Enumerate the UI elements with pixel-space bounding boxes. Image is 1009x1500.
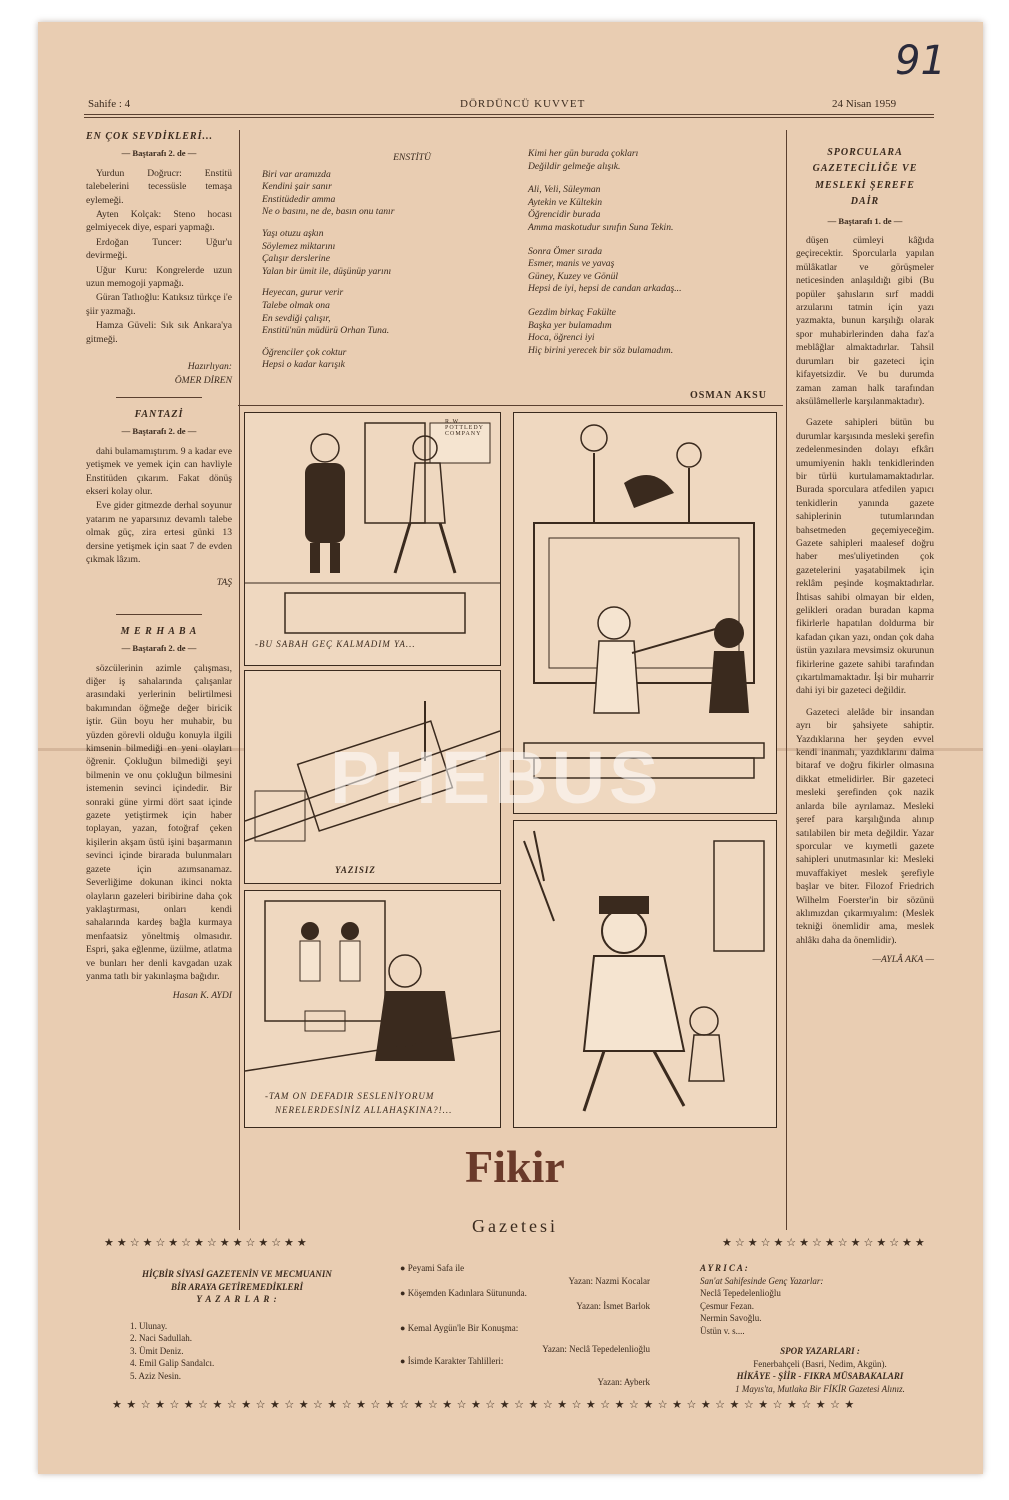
poem-line: Hoca, öğrenci iyi xyxy=(528,332,595,344)
feature-author: Yazan: İsmet Barlok xyxy=(576,1300,650,1311)
poem-line: Söylemez miktarını xyxy=(262,240,336,252)
poem-line: Ali, Veli, Süleyman xyxy=(528,184,601,196)
cartoon-panel-street xyxy=(513,820,777,1128)
writer-item: 4. Emil Galip Sandalcı. xyxy=(130,1358,215,1368)
paragraph: Erdoğan Tuncer: Uğur'u devirmeği. xyxy=(86,236,232,262)
continued-note: — Baştarafı 2. de — xyxy=(121,148,197,159)
newspaper-name: DÖRDÜNCÜ KUVVET xyxy=(460,98,586,110)
poem-line: Enstitüdedir amma xyxy=(262,193,336,205)
ad-heading: BİR ARAYA GETİREMEDİKLERİ xyxy=(170,1281,304,1292)
may-line: 1 Mayıs'ta, Mutlaka Bir FİKİR Gazetesi Alınız. xyxy=(735,1383,905,1394)
header-rule xyxy=(84,114,934,115)
poem-right xyxy=(528,148,778,357)
continued-note: — Baştarafı 1. de — xyxy=(827,215,903,226)
header-rule-2 xyxy=(84,117,934,118)
cartoon-caption: NERELERDESİNİZ ALLAHAŞKINA?!... xyxy=(275,1105,453,1115)
separator xyxy=(116,614,202,615)
poem-line: Hepsi de iyi, hepsi de candan arkadaş... xyxy=(528,283,682,295)
fikir-logo-subtitle: Gazetesi xyxy=(472,1216,558,1236)
poem-line: Talebe olmak ona xyxy=(262,299,330,311)
poem-line: Yaşı otuzu aşkın xyxy=(262,227,324,239)
poem-line: Enstitü'nün müdürü Orhan Tuna. xyxy=(262,325,390,337)
poem-line: Amma maskotudur sınıfın Suna Tekin. xyxy=(528,221,674,233)
poem-line: Heyecan, gurur verir xyxy=(262,287,344,299)
writer-item: 5. Aziz Nesin. xyxy=(130,1370,181,1381)
poem-line: Başka yer bulamadım xyxy=(528,319,612,331)
byline-label: Hazırlıyan: xyxy=(187,361,232,373)
extra-name: Neclâ Tepedelenlioğlu xyxy=(700,1288,781,1298)
article-title: DAİR xyxy=(850,196,880,208)
paragraph: Eve gider gitmezde derhal soyunur yatarım ne yaparsınız devamlı talebe olmak güç, zira ertesi günki 13 dersine yetişmek için saat 7 de evden çıkmak lâzım. xyxy=(86,500,232,565)
ad-features: ● Peyami Safa ile Yazan: Nazmi Kocalar ● Köşemden Kadınlara Sütununda. Yazan: İsmet Barlok ● Kemal Aygün'le Bir Konuşma: Yazan: Neclâ Tepedelenlioğlu ● İsimde Karakter Tahlilleri: Yazan: Ayberk xyxy=(400,1263,650,1387)
feature-item: Peyami Safa ile xyxy=(407,1263,465,1273)
feature-item: Kemal Aygün'le Bir Konuşma: xyxy=(407,1323,519,1333)
writer-item: 1. Ulunay. xyxy=(130,1320,168,1331)
door-sign: R.W. POTTLEDY COMPANY xyxy=(445,419,484,437)
poem-line: Esmer, manis ve yavaş xyxy=(528,258,615,270)
paragraph: Uğur Kuru: Kongrelerde uzun uzun memogoji yapmağı. xyxy=(86,264,232,290)
cartoon-caption: YAZISIZ xyxy=(335,865,376,875)
article-title: SPORCULARA xyxy=(827,147,903,158)
poem-line: Biri var aramızda xyxy=(262,168,331,180)
paragraph: Ayten Kolçak: Steno hocası gelmiyecek diye, espari yapmağı. xyxy=(86,209,232,234)
paragraph: Gazeteci alelâde bir insandan ayrı bir şahsiyete sahiptir. Yazdıklarına her şeyden evvel kendi inanmalı, yazdıklarını daima bitaraf ve doğru fikirler olmasına dikkat etmelidirler. Bir gazeteci mesleki şerefinden çok nazik anlarda bile ayrılamaz. Mesleki şeref para karşılığında alınıp satılabilen bir meta değildir. Yazar sporcular ve kıymetli gazete sahipleri unutmasınlar ki: Mesleki muvaffakiyet meslek şerefiyle başlar ve biter. Filozof Friedrich Wilhelm Foerster'in bir sözünü aklımızdan çıkarmıyalım: (Meslek tekniği önemlidir ama, meslek ahlâkı daha da önemlidir). xyxy=(796,706,934,946)
poem-line: Öğrencidir burada xyxy=(528,209,601,221)
column-rule xyxy=(786,130,787,1230)
street-illustration xyxy=(514,821,776,1127)
cartoon-panel-newsroom xyxy=(244,890,501,1128)
star-border: ★★☆★☆★☆★☆★★☆★☆★★ xyxy=(104,1237,310,1249)
cartoon-panel-office xyxy=(244,412,501,666)
extra-name: Çesmur Fezan. xyxy=(700,1300,754,1311)
poem-author: OSMAN AKSU xyxy=(690,390,767,401)
paragraph: Gazete sahipleri bütün bu durumlar karşısında mesleki şerefin zedelenmesinden dolayı efkârı umumiyenin haklı tenkidlerinden bir türlü kurtulamamaktadırlar. Burada sporculara atfedilen yapıcı tenkidlerin yanında gazete sahiplerinin tutumlarından bahsetmeden geçemiyeceğim. Gazete sahipleri maalesef doğru haber mes'uliyetinden çok gazetelerini yaşatabilmek için reklâm peşinde koşmaktadırlar. İhtisas sahibi olmayan bir elden, gelikleri oradan buradan kapma fikirlerle hapatılan doldurma bir kafadan çıkan yazı, ondan çok daha üstün yazılara mevsimsiz okurunun fikirlerine gazete sahibi tarafından çıkartılmamaktadır. İşi bir muharrir dahi iyi bir gazeteci değildir. xyxy=(796,417,934,697)
extra-name: Üstün v. s.... xyxy=(700,1325,745,1336)
poem-line: Yalan bir ümit ile, düşünüp yarını xyxy=(262,265,392,277)
article-title: GAZETECİLİĞE VE xyxy=(812,163,918,175)
separator xyxy=(116,397,202,398)
paragraph: dahi bulamamıştırım. 9 a kadar eve yetişmek ve yemek için can havliyle Enstitüden çıkarım. Fakat dönüş ekseri kolay olur. xyxy=(86,445,232,497)
article-title: M E R H A B A xyxy=(120,625,198,637)
paragraph: Hamza Güveli: Sık sık Ankara'ya gitmeği. xyxy=(86,320,232,345)
sport-writers: Fenerbahçeli (Basri, Nedim, Akgün). xyxy=(753,1358,887,1369)
right-column xyxy=(796,146,934,967)
article-title: FANTAZİ xyxy=(134,408,184,420)
rule xyxy=(238,405,783,406)
poem-line: Çalışır derslerine xyxy=(262,253,330,265)
continued-note: — Baştarafı 2. de — xyxy=(121,643,197,654)
paragraph: Güran Tatlıoğlu: Katıksız türkçe i'e şiir yazmağı. xyxy=(86,292,232,317)
poem-line: Aytekin ve Kültekin xyxy=(528,196,603,208)
article-title: EN ÇOK SEVDİKLERİ... xyxy=(86,131,213,142)
feature-author: Yazan: Neclâ Tepedelenlioğlu xyxy=(542,1343,650,1354)
star-border-bottom: ★★☆★☆★☆★☆★☆★☆★☆★☆★☆★☆★☆★☆★☆★☆★☆★☆★☆★☆★☆★☆★☆★☆★☆★☆★☆★ xyxy=(112,1399,859,1411)
ad-heading: Y A Z A R L A R : xyxy=(196,1294,278,1304)
writer-item: 3. Ümit Deniz. xyxy=(130,1345,184,1356)
poem-line: Öğrenciler çok coktur xyxy=(262,346,347,358)
ad-writers xyxy=(92,1268,382,1382)
poem-line: Hiç birini yerecek bir söz bulamadım. xyxy=(528,344,674,356)
watermark: PHEBUS xyxy=(330,736,663,819)
byline: —AYLÂ AKA — xyxy=(872,954,934,966)
page-number: Sahife : 4 xyxy=(88,98,131,110)
poem-line: En sevdiği çalışır, xyxy=(262,312,331,324)
poem-title: ENSTİTÜ xyxy=(393,152,431,163)
cartoon-caption: -TAM ON DEFADIR SESLENİYORUM xyxy=(265,1091,435,1101)
poem-line: Hepsi o kadar karışık xyxy=(262,359,345,371)
star-border: ★☆★☆★☆★☆★☆★☆★☆★★ xyxy=(722,1237,928,1249)
feature-author: Yazan: Nazmi Kocalar xyxy=(568,1275,650,1286)
poem-left xyxy=(262,152,522,372)
poem-line: Güney, Kuzey ve Gönül xyxy=(528,270,619,282)
poem-line: Kendini şair sanır xyxy=(262,181,332,193)
issue-date: 24 Nisan 1959 xyxy=(832,98,897,110)
poem-line: Sonra Ömer sırada xyxy=(528,245,603,257)
paragraph: sözcülerinin azimle çalışması, diğer iş sahalarında çalışanlar arasındaki yerlerinin belirtilmesi bakımından öğmeğe değer biricik iştir. Gün boyu her muhabir, bu yüzden görevli olduğu konuyla ilgili kimsenin bilmediği en yeni olayları öğrenir. Çokluğun bilmediği şeyi bilmenin ve onu çokluğun bilmesini istemenin sevinci içindedir. Bir sonraki güne yirmi dört saat içinde gazete yetiştirmek için haber toplayan, yazan, fotoğraf çeken kişilerin akşam üstü işini başarmanın sevinci içinde birarada bulunmaları gazete için azımsanamaz. Severliğime dokunan ikinci nokta olayların gazeleri biribirine daha çok yaklaştırması, onları kendi sahalarında kardeş bağla kurmaya menfaatsiz yöneltmiş olmasıdır. Espri, şaka eğlenme, üzülme, atlatma ve bunları her denli kavgadan uzak yanma tatlı bir yakınlaşma bağıdır. xyxy=(86,662,232,982)
feature-item: Köşemden Kadınlara Sütununda. xyxy=(407,1288,527,1298)
feature-item: İsimde Karakter Tahlilleri: xyxy=(407,1356,504,1366)
writer-item: 2. Naci Sadullah. xyxy=(130,1333,192,1343)
contest-line: HİKÂYE - ŞİİR - FIKRA MÜSABAKALARI xyxy=(736,1371,904,1381)
left-column xyxy=(86,128,232,1003)
handwritten-number: 91 xyxy=(895,38,946,84)
office-illustration xyxy=(245,413,500,665)
extra-name: Nermin Savoğlu. xyxy=(700,1313,762,1323)
byline: Hasan K. AYDI xyxy=(172,990,232,1002)
poem-line: Kimi her gün burada çokları xyxy=(528,148,639,159)
fikir-logo: Fikir xyxy=(465,1141,565,1192)
ad-subheading: San'at Sahifesinde Genç Yazarlar: xyxy=(700,1275,824,1286)
ad-heading: A Y R I C A : xyxy=(700,1263,748,1273)
paragraph: Yurdun Doğrucr: Enstitü talebelerini tecessüsle temaşa eylemeği. xyxy=(86,167,232,206)
article-title: MESLEKİ ŞEREFE xyxy=(815,179,915,191)
feature-author: Yazan: Ayberk xyxy=(597,1376,650,1387)
ad-heading: HİÇBİR SİYASİ GAZETENİN VE MECMUANIN xyxy=(142,1269,332,1279)
byline: TAŞ xyxy=(216,577,232,589)
column-rule xyxy=(239,130,240,1230)
poem-line: Ne o basını, ne de, basın onu tanır xyxy=(262,206,395,218)
cartoon-caption: -BU SABAH GEÇ KALMADIM YA... xyxy=(255,639,416,649)
sport-heading: SPOR YAZARLARI : xyxy=(780,1346,860,1356)
ad-extras xyxy=(700,1262,940,1395)
paragraph: düşen cümleyi kâğıda geçirecektir. Sporcularla yapılan mülâkatlar ve görüşmeler neticesinden anlaşıldığı gibi (Bu popüler şahısların sırf maddi arzularını tatmin için yazı yazmakta, bunun karşılığı olarak spor muhabirlerinden daha faz'a meblâğlar almaktadırlar. Tahsil durumları bir gazeteci için kifayetsizdir. Ve bu durumda zaman zaman halk tarafından aksülâmellerle karşılanmaktadır). xyxy=(796,235,934,407)
poem-line: Gezdim birkaç Fakülte xyxy=(528,306,616,318)
poem-line: Değildir gelmeğe alışık. xyxy=(528,160,621,172)
byline: ÖMER DİREN xyxy=(174,374,232,386)
continued-note: — Baştarafı 2. de — xyxy=(121,426,197,437)
